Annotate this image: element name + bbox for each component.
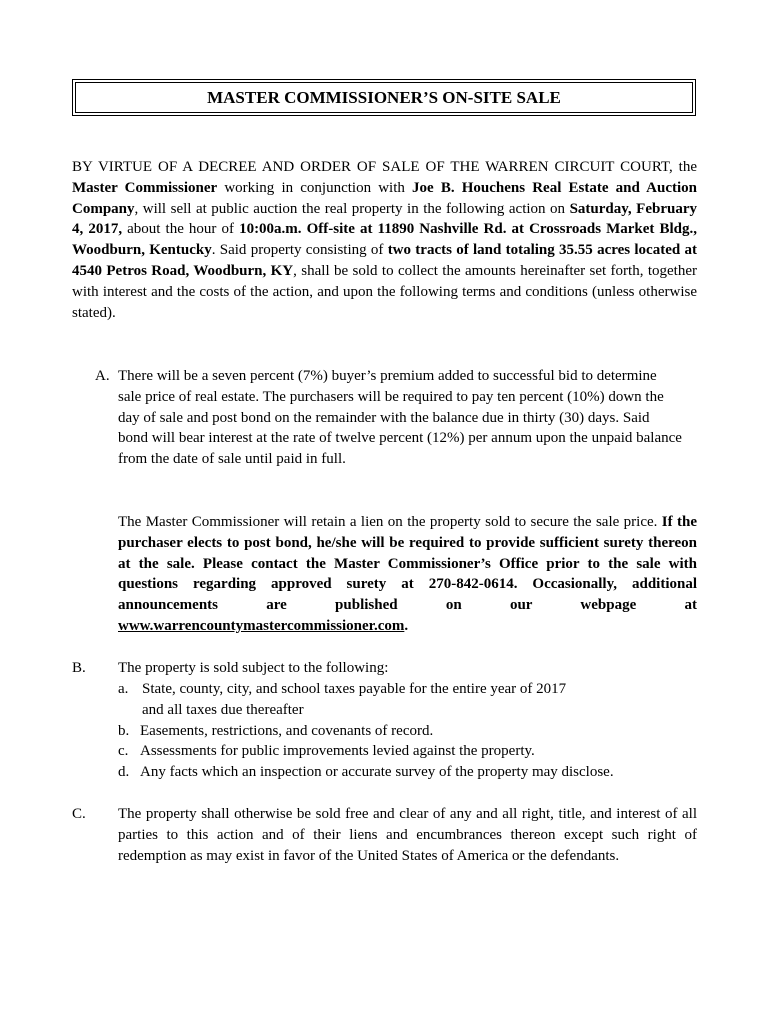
item-b-intro: The property is sold subject to the following: [118,660,389,676]
page-title: MASTER COMMISSIONER’S ON-SITE SALE [75,82,693,113]
item-a-paragraph-2 [118,512,697,637]
intro-paragraph [72,157,697,323]
item-a-label: A. [95,368,110,384]
item-a-bold-text: If the purchaser elects to post bond, he/she will be required to provide sufficient surety thereon at the sale. Please contact the Master Commissioner’s Office prior to the sale with questions regarding approved surety at 270-842-0614. Occasionally, additional announcements are published on our webpage at [118,514,697,614]
intro-text-6: , shall be sold to collect the amounts hereinafter set forth, together with interest and the costs of the action, and upon the following terms and conditions (unless otherwise stated). [72,262,697,321]
list-item-letter: c. [118,743,129,760]
item-c-paragraph: The property shall otherwise be sold free and clear of any and all right, title, and interest of all parties to this action and of their liens and encumbrances thereon except such right of redemption as may exist in favor of the United States of America or the defendants. [118,806,697,864]
list-item [118,679,614,700]
intro-bold-sale-date: Saturday, February 4, 2017, [72,200,697,238]
list-item-continuation [118,700,614,721]
item-c-label: C. [72,806,86,822]
webpage-link[interactable]: www.warrencountymastercommissioner.com [118,617,405,634]
intro-text-4: about the hour of [122,221,240,238]
list-item-text: State, county, city, and school taxes payable for the entire year of 2017 [142,681,567,697]
list-item [118,741,614,762]
list-item [118,721,614,742]
intro-bold-auction-company: Joe B. Houchens Real Estate and Auction Company [72,179,697,217]
list-item-text: Assessments for public improvements levied against the property. [140,743,535,760]
intro-text-1: BY VIRTUE OF A DECREE AND ORDER OF SALE OF THE WARREN CIRCUIT COURT, the [72,159,697,175]
title-box [72,79,696,116]
list-item-letter: d. [118,764,130,781]
item-a-paragraph-2-bold [118,514,697,634]
item-b-sublist [118,679,614,783]
list-item-text: and all taxes due thereafter [142,701,304,718]
intro-bold-master-commissioner: Master Commissioner [72,179,218,196]
list-item [118,762,614,783]
item-a-paragraph-2-text: The Master Commissioner will retain a lien on the property sold to secure the sale price. [118,514,662,530]
list-item-letter: a. [118,681,129,697]
list-item-letter: b. [118,722,130,739]
intro-text-5: . Said property consisting of [211,242,388,259]
intro-bold-property: two tracts of land totaling 35.55 acres located at 4540 Petros Road, Woodburn, KY [72,242,697,279]
item-b-label: B. [72,660,86,676]
intro-text-3: , will sell at public auction the real property in the following action on [134,200,570,217]
intro-text-2: working in conjunction with [217,179,413,196]
list-item-text: Any facts which an inspection or accurate survey of the property may disclose. [140,764,614,781]
intro-bold-sale-time-location: 10:00a.m. Off-site at 11890 Nashville Rd. at Crossroads Market Bldg., Woodburn, Kentucky [72,221,698,259]
list-item-text: Easements, restrictions, and covenants of record. [140,722,434,739]
item-a-paragraph-1: There will be a seven percent (7%) buyer’s premium added to successful bid to determine sale price of real estate. The purchasers will be required to pay ten percent (10%) down the day of sale and post bond on the remainder with the balance due in thirty (30) days. Said bond will bear interest at the rate of twelve percent (12%) per annum upon the unpaid balance from the date of sale until paid in full. [118,368,682,468]
item-a-end: . [404,617,409,634]
